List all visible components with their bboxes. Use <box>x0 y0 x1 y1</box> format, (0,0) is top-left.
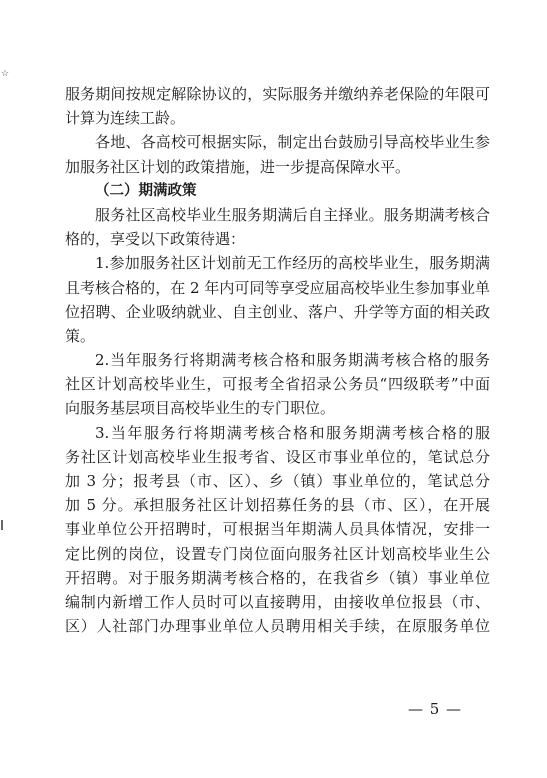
text-line: 务社区计划高校毕业生报考省、设区市事业单位的，笔试总分 <box>65 447 490 466</box>
text-line: 格的，享受以下政策待遇： <box>65 230 246 249</box>
text-line: 定比例的岗位，设置专门岗位面向服务社区计划高校毕业生公 <box>65 544 490 563</box>
text-line: 1.参加服务社区计划前无工作经历的高校毕业生，服务期满 <box>95 254 490 273</box>
text-line: 服务期间按规定解除协议的，实际服务并缴纳养老保险的年限可 <box>65 85 490 103</box>
margin-binding-mark <box>1 520 3 530</box>
text-line: 向服务基层项目高校毕业生的专门职位。 <box>65 399 336 418</box>
text-line: 且考核合格的，在 2 年内可同等享受应届高校毕业生参加事业单 <box>65 278 490 297</box>
text-line: 服务社区高校毕业生服务期满后自主择业。服务期满考核合 <box>95 205 490 224</box>
text-line: 策。 <box>65 326 96 345</box>
text-line: 事业单位公开招聘时，可根据当年期满人员具体情况，安排一 <box>65 520 490 539</box>
text-line: 区）人社部门办理事业单位人员聘用相关手续，在原服务单位 <box>65 617 490 636</box>
text-line: 开招聘。对于服务期满考核合格的，在我省乡（镇）事业单位 <box>65 568 490 587</box>
page-number: — 5 — <box>407 700 463 718</box>
section-heading: （二）期满政策 <box>95 182 197 199</box>
text-line: 计算为连续工龄。 <box>65 109 186 128</box>
text-line: 各地、各高校可根据实际，制定出台鼓励引导高校毕业生参 <box>95 133 490 152</box>
text-line: 社区计划高校毕业生，可报考全省招录公务员“四级联考”中面 <box>65 375 490 394</box>
text-line: 加服务社区计划的政策措施，进一步提高保障水平。 <box>65 157 411 176</box>
margin-star-mark: ☆ <box>1 69 10 79</box>
text-line: 编制内新增工作人员时可以直接聘用，由接收单位报县（市、 <box>65 592 490 611</box>
text-line: 加 3 分；报考县（市、区）、乡（镇）事业单位的，笔试总分 <box>65 472 490 490</box>
document-body <box>65 82 490 638</box>
text-line: 2.当年服务行将期满考核合格和服务期满考核合格的服务 <box>95 351 490 370</box>
text-line: 位招聘、企业吸纳就业、自主创业、落户、升学等方面的相关政 <box>65 302 490 321</box>
text-line: 加 5 分。承担服务社区计划招募任务的县（市、区），在开展 <box>65 496 490 515</box>
text-line: 3.当年服务行将期满考核合格和服务期满考核合格的服 <box>95 423 490 442</box>
